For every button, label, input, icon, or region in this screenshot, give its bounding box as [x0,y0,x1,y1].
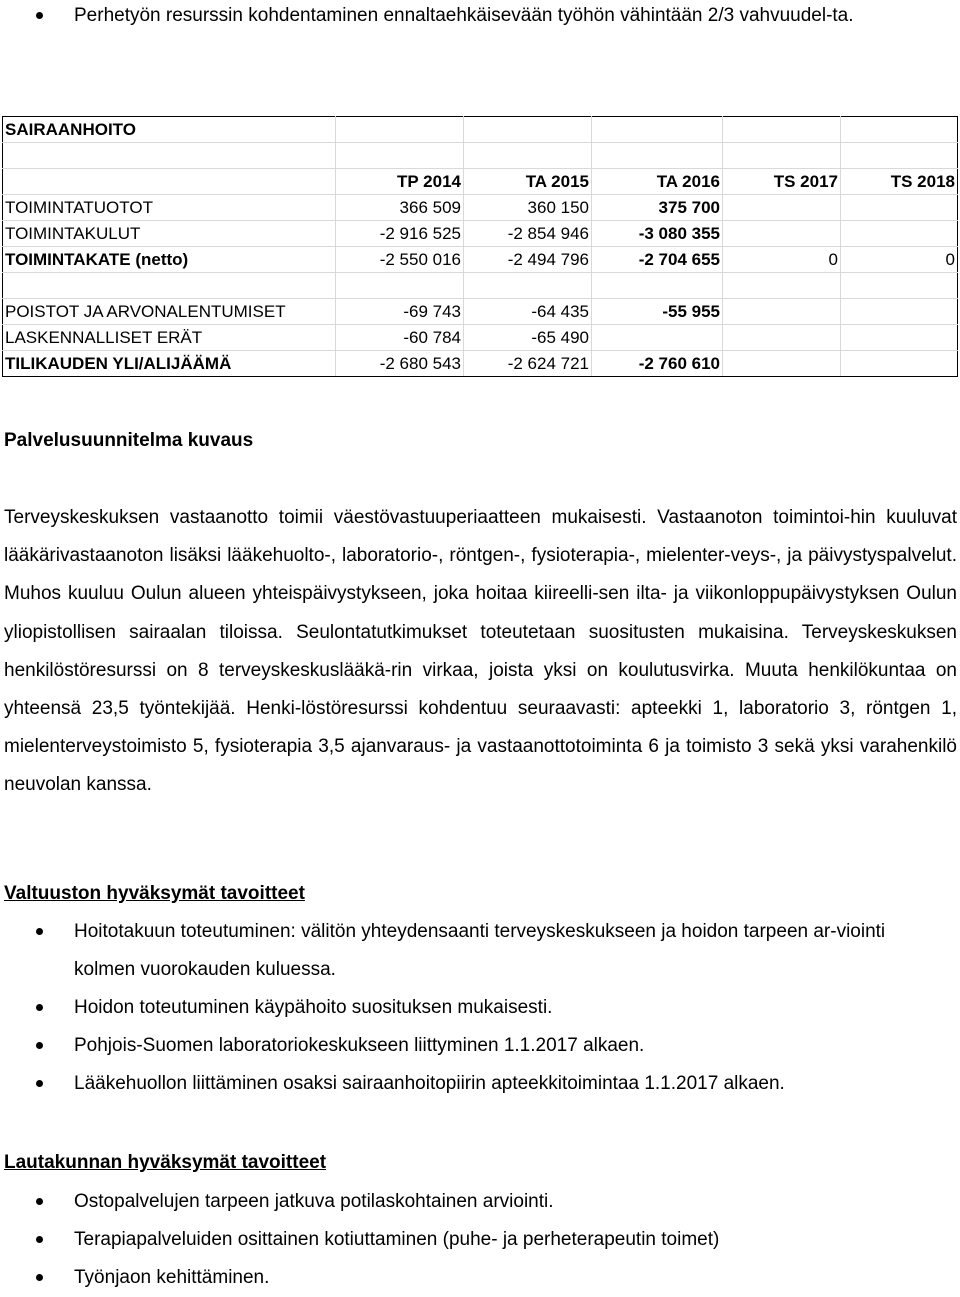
table-cell: -3 080 355 [592,221,723,247]
list-item [0,1221,960,1259]
table-cell [723,299,841,325]
table-cell: 375 700 [592,195,723,221]
budget-table [2,116,958,377]
table-row [3,195,958,221]
service-plan-paragraph: Terveyskeskuksen vastaanotto toimii väestövastuuperiaatteen mukaisesti. Vastaanoton toimintoi-hin kuuluvat lääkärivastaanoton lisäksi lääkehuolto-, laboratorio-, röntgen-, fysioterapia-, mielenter-veys-, ja päivystyspalvelut. Muhos kuuluu Oulun alueen yhteispäivystykseen, joka hoitaa kiireelli-sen ilta- ja viikonloppupäivystyksen Oulun yliopistollisen sairaalan tiloissa. Seulontatutkimukset toteutetaan suositusten mukaisina. Terveyskeskuksen henkilöstöresurssi on 8 terveyskeskuslääkä-rin virkaa, joista yksi on koulutusvirka. Muuta henkilökuntaa on yhteensä 23,5 työntekijää. Henki-löstöresurssi kohdentuu seuraavasti: apteekki 1, laboratorio 3, röntgen 1, mielenterveystoimisto 5, fysioterapia 3,5 ajanvaraus- ja vastaanottotoiminta 6 ja toimisto 3 sekä yksi varahenkilö neuvolan kanssa. [4,507,957,796]
list-item [0,0,960,32]
table-cell: -2 680 543 [336,351,464,377]
list-item-text: Pohjois-Suomen laboratoriokeskukseen liittyminen 1.1.2017 alkaen. [74,1035,645,1056]
table-cell: -2 550 016 [336,247,464,273]
list-item [0,1259,960,1297]
table-cell [841,325,958,351]
board-goals-list [0,1183,960,1297]
table-cell: -60 784 [336,325,464,351]
board-goals-heading: Lautakunnan hyväksymät tavoitteet [4,1152,327,1173]
table-row [3,325,958,351]
column-header: TS 2018 [841,169,958,195]
table-row [3,299,958,325]
table-cell: -55 955 [592,299,723,325]
table-row [3,351,958,377]
table-cell [841,221,958,247]
top-bullet-list [0,0,960,32]
row-label: TOIMINTAKATE (netto) [3,247,336,273]
list-item-text: Työnjaon kehittäminen. [74,1267,270,1288]
list-item-text: Ostopalvelujen tarpeen jatkuva potilaskohtainen arviointi. [74,1191,554,1212]
table-cell: 0 [723,247,841,273]
table-cell: -2 624 721 [464,351,592,377]
list-item-text: Lääkehuollon liittäminen osaksi sairaanhoitopiirin apteekkitoimintaa 1.1.2017 alkaen. [74,1073,785,1094]
column-header: TA 2015 [464,169,592,195]
table-cell [723,195,841,221]
column-header: TP 2014 [336,169,464,195]
bullet-icon [36,1004,43,1011]
row-label: POISTOT JA ARVONALENTUMISET [3,299,336,325]
table-row [3,247,958,273]
column-header: TS 2017 [723,169,841,195]
bullet-icon [36,1080,43,1087]
table-cell [592,325,723,351]
list-item [0,989,960,1027]
column-header: TA 2016 [592,169,723,195]
table-cell: -65 490 [464,325,592,351]
table-cell [841,351,958,377]
table-cell [723,325,841,351]
list-item-text: Hoidon toteutuminen käypähoito suosituksen mukaisesti. [74,997,553,1018]
bullet-icon [36,1042,43,1049]
list-item [0,1183,960,1221]
list-item-text: Hoitotakuun toteutuminen: välitön yhteydensaanti terveyskeskukseen ja hoidon tarpeen ar-viointi kolmen vuorokauden kuluessa. [74,921,886,980]
table-cell: 366 509 [336,195,464,221]
service-plan-heading: Palvelusuunnitelma kuvaus [4,430,254,451]
table-cell: 360 150 [464,195,592,221]
bullet-icon [36,1274,43,1281]
table-cell: -69 743 [336,299,464,325]
bullet-icon [36,1198,43,1205]
row-label: TOIMINTAKULUT [3,221,336,247]
list-item-text: Terapiapalveluiden osittainen kotiuttaminen (puhe- ja perheterapeutin toimet) [74,1229,720,1250]
table-cell: 0 [841,247,958,273]
table-title: SAIRAANHOITO [3,117,336,143]
table-row [3,221,958,247]
table-cell: -2 704 655 [592,247,723,273]
table-header-row [3,169,958,195]
row-label: TILIKAUDEN YLI/ALIJÄÄMÄ [3,351,336,377]
council-goals-list [0,913,960,1103]
bullet-icon [36,928,43,935]
bullet-icon [36,12,43,19]
list-item-text: Perhetyön resurssin kohdentaminen ennaltaehkäisevään työhön vähintään 2/3 vahvuudel-ta. [74,5,854,26]
table-cell: -64 435 [464,299,592,325]
table-cell [841,299,958,325]
list-item [0,1065,960,1103]
table-cell: -2 854 946 [464,221,592,247]
council-goals-heading: Valtuuston hyväksymät tavoitteet [4,883,305,904]
table-cell: -2 760 610 [592,351,723,377]
column-header [3,169,336,195]
table-cell [723,351,841,377]
row-label: LASKENNALLISET ERÄT [3,325,336,351]
row-label: TOIMINTATUOTOT [3,195,336,221]
list-item [0,913,960,989]
table-cell: -2 916 525 [336,221,464,247]
list-item [0,1027,960,1065]
table-cell: -2 494 796 [464,247,592,273]
bullet-icon [36,1236,43,1243]
table-cell [723,221,841,247]
table-cell [841,195,958,221]
